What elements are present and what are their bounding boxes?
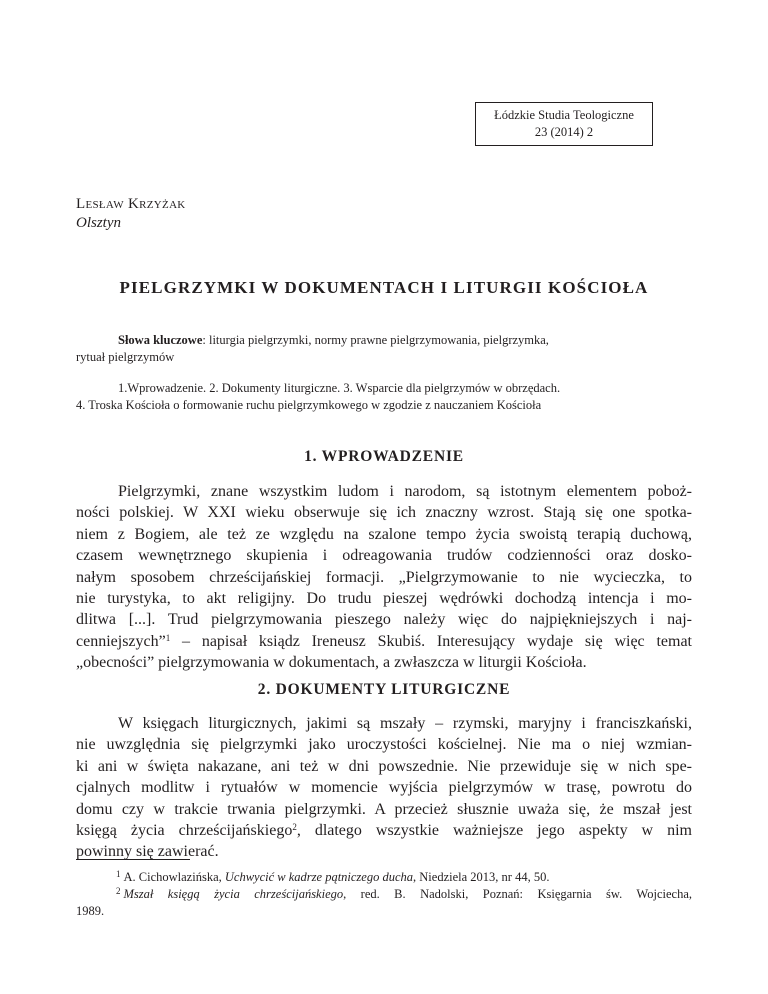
- text-line: domu czy w trakcie trwania pielgrzymki. A przecież słusznie uważa się, że mszał jest: [76, 800, 692, 818]
- text-line: czasem wewnętrznego skupienia i odreagowania trudów codzienności oraz dosko-: [76, 547, 692, 565]
- footnote-title: Mszał księgą życia chrześcijańskiego: [123, 887, 344, 901]
- author-name: Lesław Krzyżak: [76, 196, 186, 212]
- paragraph-intro: [76, 481, 692, 674]
- footnote-text: A. Cichowlazińska,: [123, 870, 225, 884]
- text-line: [76, 820, 692, 841]
- text-segment: cenniejszych”: [76, 632, 166, 650]
- footnote-number: 2: [116, 886, 121, 896]
- text-line: dlitwa [...]. Trud pielgrzymowania pieszego należy więc do najpiękniejszych i naj-: [76, 611, 692, 629]
- journal-issue: 23 (2014) 2: [534, 125, 594, 139]
- section-heading-1: 1. WPROWADZENIE: [304, 448, 464, 465]
- article-title: PIELGRZYMKI W DOKUMENTACH I LITURGII KOŚCIOŁA: [119, 278, 649, 297]
- footnote-divider: [76, 859, 190, 860]
- text-line: Pielgrzymki, znane wszystkim ludom i narodom, są istotnym elementem poboż-: [118, 483, 692, 500]
- text-line: niem z Bogiem, ale też ze względu na szalone tempo życia swoistą terapią duchową,: [76, 525, 692, 543]
- section-heading-2: 2. DOKUMENTY LITURGICZNE: [257, 681, 511, 698]
- text-line: „obecności” pielgrzymowania w dokumentach, a zwłaszcza w liturgii Kościoła.: [76, 654, 587, 672]
- text-line: cjalnych modlitw i rytuałów w momencie wyjścia pielgrzymów w trasę, powrotu do: [76, 779, 692, 797]
- footnote-ref-2[interactable]: 2: [292, 822, 297, 833]
- toc-line: 4. Troska Kościoła o formowanie ruchu pielgrzymkowego w zgodzie z nauczaniem Kościoła: [76, 398, 542, 412]
- footnote-ref-1[interactable]: 1: [165, 632, 171, 643]
- paragraph-documents: [76, 713, 692, 863]
- journal-info-box: [475, 102, 653, 146]
- author-affiliation: Olsztyn: [76, 215, 121, 231]
- text-line: ki ani w święta nakazane, ani też w dni powszednie. Nie przewiduje się w nich spe-: [76, 757, 692, 775]
- text-line: nie turystyka, to akt religijny. Do trudu pieszej wędrówki dochodzą intencja i mo-: [76, 590, 692, 608]
- text-line: powinny się zawierać.: [76, 843, 219, 861]
- keywords-text-cont: rytuał pielgrzymów: [76, 350, 175, 364]
- footnote-2: [76, 883, 692, 920]
- keywords-text: : liturgia pielgrzymki, normy prawne pielgrzymowania, pielgrzymka,: [202, 333, 549, 347]
- footnote-line: [76, 883, 692, 903]
- text-segment: , dlatego wszystkie ważniejsze jego aspekty w nim: [296, 822, 692, 840]
- text-line: ności polskiej. W XXI wieku obserwuje się ich znaczny wzrost. Stają się one spotka-: [76, 504, 692, 522]
- footnote-text: , red. B. Nadolski, Poznań: Księgarnia św. Wojciecha,: [343, 887, 692, 901]
- text-line: nie uwzględnia się pielgrzymki jako uroczystości kościelnej. Nie ma o niej wzmian-: [76, 736, 692, 754]
- text-line: W księgach liturgicznych, jakimi są mszały – rzymski, maryjny i franciszkański,: [118, 715, 692, 732]
- footnote-number: 1: [116, 869, 121, 879]
- journal-name: Łódzkie Studia Teologiczne: [494, 108, 634, 122]
- toc-line: 1.Wprowadzenie. 2. Dokumenty liturgiczne. 3. Wsparcie dla pielgrzymów w obrzędach.: [118, 381, 561, 395]
- keywords: [76, 332, 692, 366]
- table-of-contents: [76, 380, 692, 414]
- footnote-title: Uchwycić w kadrze pątniczego ducha: [224, 870, 414, 884]
- text-line: [76, 631, 692, 652]
- text-line: nałym sposobem chrześcijańskiej formacji. „Pielgrzymowanie to nie wycieczka, to: [76, 568, 692, 586]
- keywords-label: Słowa kluczowe: [118, 333, 203, 347]
- text-segment: księgą życia chrześcijańskiego: [76, 822, 293, 840]
- text-segment: – napisał ksiądz Ireneusz Skubiś. Interesujący wydaje się więc temat: [170, 632, 692, 650]
- footnote-line: 1989.: [76, 904, 105, 918]
- footnote-text: , Niedziela 2013, nr 44, 50.: [413, 870, 550, 884]
